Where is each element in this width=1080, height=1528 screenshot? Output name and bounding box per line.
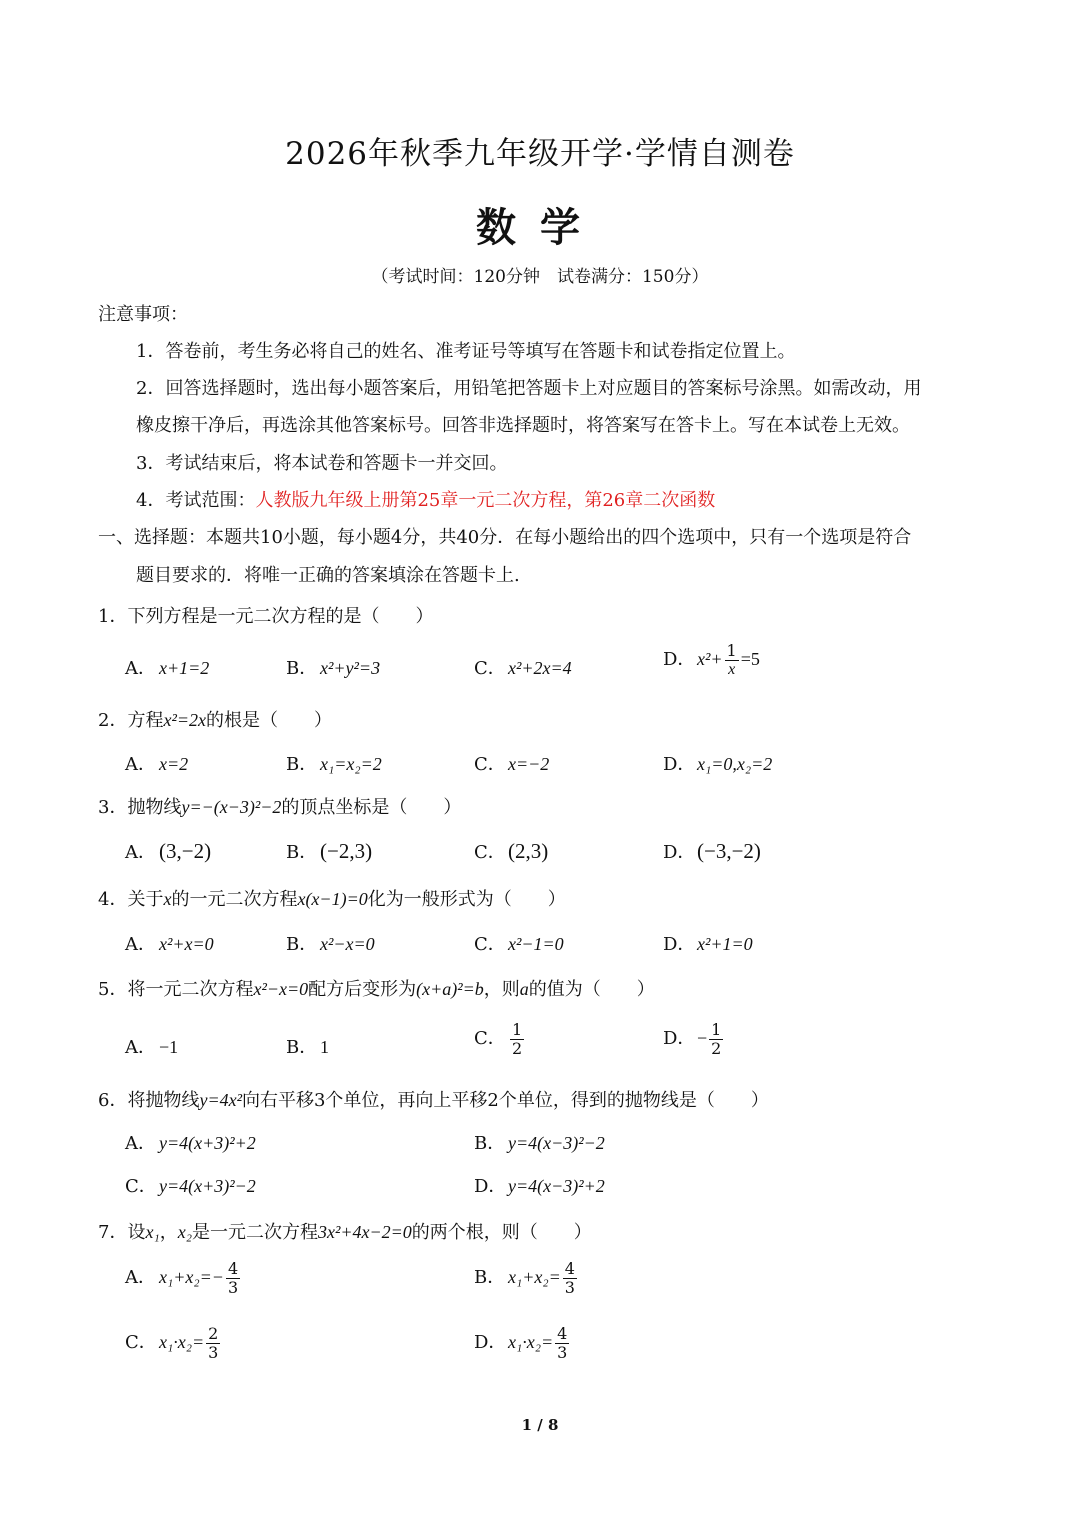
note-4-prefix: 4．考试范围：	[136, 490, 256, 511]
q4-option-d-text: x²+1=0	[697, 934, 753, 954]
denominator: x	[728, 660, 736, 678]
q6-stem	[98, 1086, 769, 1112]
q3-option-b	[286, 838, 372, 864]
q2-option-c-text: x=−2	[508, 754, 550, 774]
section-1-heading: 一、选择题：本题共10小题，每小题4分，共40分．在每小题给出的四个选项中，只有一个选项是符合	[98, 527, 912, 548]
option-label: C．	[125, 1176, 157, 1197]
q5-equation-1: x²−x=0	[253, 979, 309, 999]
q3-stem-pre: 3．抛物线	[98, 797, 182, 818]
option-label: C．	[474, 842, 506, 863]
q2-option-a-text: x=2	[159, 754, 189, 774]
option-label: C．	[474, 754, 506, 775]
option-label: B．	[286, 934, 318, 955]
q3-option-c	[474, 838, 548, 864]
subject-title: 数学	[476, 204, 604, 251]
q2-option-b-text: x₁=x₂=2	[320, 754, 382, 774]
option-label: A．	[125, 754, 156, 775]
q4-stem-post: 化为一般形式为（ ）	[367, 889, 566, 910]
q4-option-c	[474, 930, 564, 956]
q5-option-a-text: −1	[159, 1037, 179, 1057]
q5-stem-mid: 配方后变形为	[308, 979, 417, 1000]
q7-root-1: x₁	[145, 1222, 160, 1242]
option-label: B．	[286, 1037, 318, 1058]
numerator: 4	[564, 1259, 575, 1278]
q1-option-b	[286, 654, 380, 680]
q7-option-b	[474, 1260, 579, 1296]
q5-stem-post: 的值为（ ）	[528, 979, 655, 1000]
q5-option-b	[286, 1033, 329, 1059]
q4-stem-mid: 的一元二次方程	[171, 889, 298, 910]
q4-equation: x(x−1)=0	[297, 889, 368, 909]
fraction	[226, 1260, 240, 1296]
q7-root-2: x₂	[177, 1222, 192, 1242]
q1-option-d-pre: x²+	[697, 649, 723, 670]
q4-option-a-text: x²+x=0	[159, 934, 214, 954]
numerator: 1	[711, 1020, 722, 1039]
option-label: D．	[663, 754, 696, 775]
page-number: 1 / 8	[521, 1416, 559, 1434]
q1-option-d-post: =5	[740, 649, 760, 670]
q5-option-c	[474, 1021, 526, 1057]
numerator: 1	[512, 1020, 523, 1039]
q1-option-b-text: x²+y²=3	[320, 658, 381, 678]
note-1: 1．答卷前，考生务必将自己的姓名、准考证号等填写在答题卡和试卷指定位置上。	[136, 341, 796, 362]
q6-stem-post: 向右平移3个单位，再向上平移2个单位，得到的抛物线是（ ）	[241, 1090, 769, 1111]
option-label: A．	[125, 842, 156, 863]
q7-option-a	[125, 1260, 242, 1296]
q1-option-c	[474, 654, 572, 680]
q5-option-b-text: 1	[320, 1037, 329, 1057]
q6-option-d-text: y=4(x−3)²+2	[508, 1176, 605, 1196]
q6-equation: y=4x²	[199, 1090, 242, 1110]
option-label: B．	[474, 1133, 506, 1154]
q7-option-b-pre: x₁+x₂=	[508, 1267, 561, 1288]
q7-stem	[98, 1218, 592, 1244]
q4-option-c-text: x²−1=0	[508, 934, 564, 954]
section-1-heading-cont: 题目要求的．将唯一正确的答案填涂在答题卡上.	[136, 565, 520, 586]
option-label: A．	[125, 1267, 156, 1289]
q5-stem-mid2: ，则	[483, 979, 520, 1000]
note-4	[136, 486, 715, 512]
option-label: D．	[474, 1176, 507, 1197]
option-label: A．	[125, 934, 156, 955]
q1-option-a	[125, 654, 209, 680]
exam-scope: 人教版九年级上册第25章一元二次方程，第26章二次函数	[255, 490, 716, 511]
option-label: D．	[663, 842, 696, 863]
q7-stem-mid: 是一元二次方程	[191, 1222, 318, 1243]
q3-option-a	[125, 838, 211, 864]
q6-option-b-text: y=4(x−3)²−2	[508, 1133, 605, 1153]
exam-info: （考试时间：120分钟 试卷满分：150分）	[371, 267, 709, 287]
fraction	[555, 1325, 569, 1361]
q5-stem-pre: 5．将一元二次方程	[98, 979, 254, 1000]
q6-option-b	[474, 1129, 605, 1155]
option-label: D．	[663, 934, 696, 955]
q2-stem	[98, 706, 332, 732]
notes-heading: 注意事项：	[98, 304, 188, 325]
q4-option-a	[125, 930, 214, 956]
q7-stem-pre: 7．设	[98, 1222, 146, 1243]
q6-option-d	[474, 1172, 605, 1198]
q1-stem: 1．下列方程是一元二次方程的是（ ）	[98, 606, 434, 627]
q2-stem-post: 的根是（ ）	[205, 710, 332, 731]
denominator: 3	[208, 1342, 219, 1362]
option-label: D．	[663, 1028, 696, 1050]
fraction	[510, 1021, 524, 1057]
fraction	[725, 642, 739, 678]
q3-stem	[98, 793, 461, 819]
option-label: B．	[474, 1267, 506, 1289]
denominator: 3	[227, 1277, 239, 1297]
q7-option-d	[474, 1325, 571, 1361]
exam-title: 2026年秋季九年级开学·学情自测卷	[285, 136, 795, 172]
q7-stem-post: 的两个根，则（ ）	[411, 1222, 592, 1243]
q3-equation: y=−(x−3)²−2	[181, 797, 282, 817]
fraction	[206, 1325, 220, 1361]
q5-option-d	[663, 1021, 725, 1057]
q1-option-d	[663, 642, 760, 678]
option-label: D．	[663, 649, 696, 671]
denominator: 3	[557, 1342, 568, 1362]
q7-option-d-pre: x₁·x₂=	[508, 1332, 554, 1353]
q7-equation: 3x²+4x−2=0	[317, 1222, 412, 1242]
q7-stem-sep: ，	[159, 1222, 178, 1243]
note-3: 3．考试结束后，将本试卷和答题卡一并交回。	[136, 453, 508, 474]
q3-option-d	[663, 838, 761, 864]
q4-stem-pre: 4．关于	[98, 889, 164, 910]
q6-option-a	[125, 1129, 256, 1155]
q2-option-d-text: x₁=0,x₂=2	[697, 754, 773, 774]
option-label: C．	[125, 1332, 157, 1354]
q7-option-c	[125, 1325, 222, 1361]
q2-stem-pre: 2．方程	[98, 710, 164, 731]
q6-option-a-text: y=4(x+3)²+2	[159, 1133, 256, 1153]
q4-stem	[98, 885, 566, 911]
q5-equation-2: (x+a)²=b	[416, 979, 484, 999]
q2-equation: x²=2x	[163, 710, 206, 730]
q3-option-a-text: (3,−2)	[159, 839, 212, 863]
denominator: 2	[711, 1038, 722, 1058]
q2-option-c	[474, 750, 549, 776]
q3-option-c-text: (2,3)	[508, 839, 549, 863]
q6-option-c-text: y=4(x+3)²−2	[159, 1176, 256, 1196]
q6-option-c	[125, 1172, 256, 1198]
q5-stem	[98, 975, 655, 1001]
q7-option-c-pre: x₁·x₂=	[159, 1332, 205, 1353]
q4-option-d	[663, 930, 753, 956]
denominator: 3	[564, 1277, 575, 1297]
numerator: 2	[208, 1324, 219, 1343]
note-2b: 橡皮擦干净后，再选涂其他答案标号。回答非选择题时，将答案写在答卡上。写在本试卷上无效。	[136, 415, 910, 436]
option-label: A．	[125, 1133, 156, 1154]
q1-option-a-text: x+1=2	[159, 658, 210, 678]
q5-variable: a	[519, 979, 529, 999]
q4-option-b	[286, 930, 375, 956]
q5-option-a	[125, 1033, 178, 1059]
q4-option-b-text: x²−x=0	[320, 934, 375, 954]
option-label: B．	[286, 842, 318, 863]
option-label: C．	[474, 934, 506, 955]
fraction	[563, 1260, 577, 1296]
q4-variable: x	[163, 889, 172, 909]
q2-option-b	[286, 750, 382, 776]
option-label: D．	[474, 1332, 507, 1354]
q2-option-d	[663, 750, 772, 776]
q5-option-d-sign: −	[697, 1028, 708, 1049]
q6-stem-pre: 6．将抛物线	[98, 1090, 200, 1111]
fraction	[709, 1021, 723, 1057]
option-label: B．	[286, 754, 318, 775]
q1-option-c-text: x²+2x=4	[508, 658, 572, 678]
note-2a: 2．回答选择题时，选出每小题答案后，用铅笔把答题卡上对应题目的答案标号涂黑。如需改动，用	[136, 378, 922, 399]
option-label: B．	[286, 658, 318, 679]
numerator: 4	[227, 1259, 239, 1278]
numerator: 1	[726, 641, 737, 660]
numerator: 4	[557, 1324, 568, 1343]
option-label: A．	[125, 658, 156, 679]
q7-option-a-pre: x₁+x₂=−	[159, 1267, 224, 1288]
option-label: C．	[474, 658, 506, 679]
q3-option-d-text: (−3,−2)	[697, 839, 761, 863]
q3-stem-post: 的顶点坐标是（ ）	[281, 797, 462, 818]
denominator: 2	[512, 1038, 523, 1058]
option-label: C．	[474, 1028, 506, 1050]
option-label: A．	[125, 1037, 156, 1058]
q3-option-b-text: (−2,3)	[320, 839, 373, 863]
q2-option-a	[125, 750, 188, 776]
